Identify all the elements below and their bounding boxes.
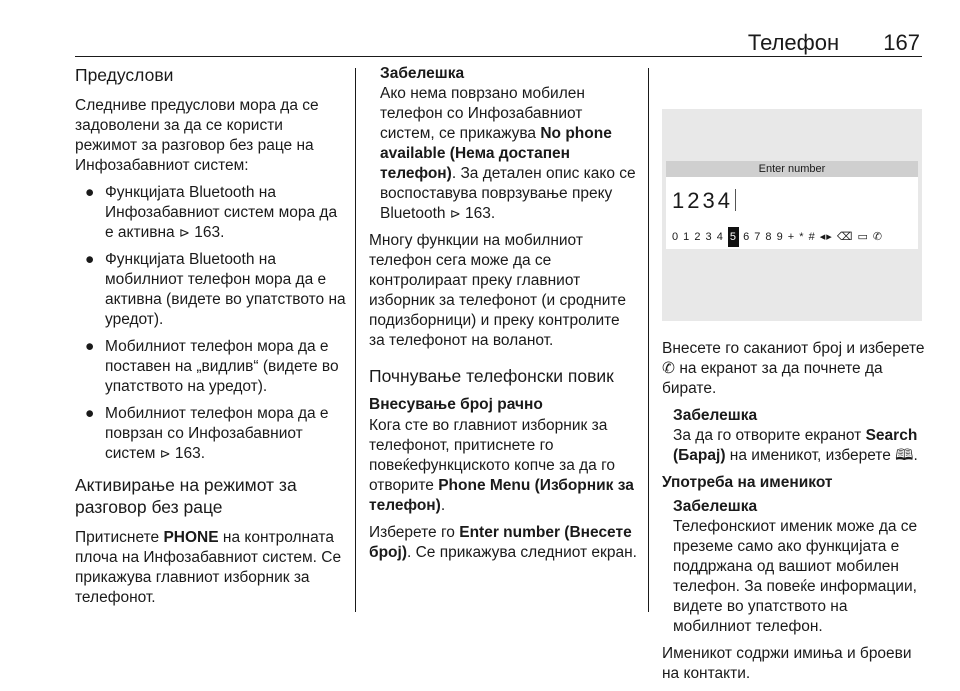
page-ref-icon: ⊳ (179, 225, 190, 240)
list-item: ● Мобилниот телефон мора да е поврзан со Инфозабавниот систем ⊳ 163. (85, 405, 329, 462)
heading-manual-entry: Внесување број рачно (369, 396, 543, 413)
phone-button-label: PHONE (163, 529, 219, 546)
text-caret (735, 189, 736, 211)
bullet-icon: ● (85, 184, 95, 201)
functions-text: Многу функции на мобилниот телефон сега може да се контролираат преку главниот изборник за телефонот (и сродните подизборници) и преку контролите за телефонот на воланот. (369, 232, 626, 349)
screen-title: Enter number (666, 161, 918, 177)
note-heading: Забелешка (673, 407, 758, 424)
header-divider (75, 56, 922, 57)
enter-dial-text: Внесете го саканиот број и изберете ✆ на екранот за да почнете да бирате. (662, 340, 925, 397)
note-phonebook: Забелешка Телефонскиот именик може да се преземе само ако функцијата е поддржана од вашиот мобилен телефон. За повеќе информации, видете во упатството на мобилниот телефон. (662, 497, 930, 637)
page-ref-icon: ⊳ (449, 206, 461, 221)
heading-use-phonebook: Употреба на именикот (662, 474, 833, 491)
column-1 (75, 64, 347, 615)
selected-key: 5 (728, 227, 739, 247)
phonebook-contains-text: Именикот содржи имиња и броеви на контакти. (662, 645, 912, 682)
phone-menu-label: Phone Menu (Изборник за телефон) (369, 477, 634, 514)
enter-number-screenshot (662, 109, 922, 321)
entered-number: 1234 (672, 189, 736, 211)
keypad-row: 0 1 2 3 4 5 6 7 8 9 + * # ◂▸ ⌫ ▭ ✆ (672, 227, 883, 247)
note-heading: Забелешка (380, 65, 465, 82)
heading-preconditions: Предуслови (75, 65, 174, 85)
heading-activate-handsfree: Активирање на режимот за разговор без раце (75, 475, 297, 517)
no-phone-label: No phone available (Нема достапен телефон) (380, 125, 612, 182)
list-item: ● Функцијата Bluetooth на мобилниот телефон мора да е активна (видете во упатството на уредот). (85, 251, 346, 328)
column-2 (369, 64, 637, 570)
note-heading: Забелешка (673, 498, 758, 515)
preconditions-list (75, 183, 347, 464)
phone-call-icon: ✆ (662, 360, 675, 377)
page-ref[interactable]: 163. (465, 205, 496, 222)
column-3 (662, 64, 930, 691)
phonebook-icon: 🕮 (895, 447, 914, 464)
column-divider-1 (355, 68, 356, 612)
activate-text: Притиснете PHONE на контролната плоча на Инфозабавниот систем. Се прикажува главниот изборник за телефонот. (75, 529, 342, 606)
phone-menu-text: Кога сте во главниот изборник за телефонот, притиснете го повеќефункциското копче за да го отворите Phone Menu (Изборник за телефон). (369, 417, 634, 514)
page-number: 167 (883, 30, 920, 55)
enter-number-label: Enter number (Внесете број) (369, 524, 632, 561)
section-title: Телефон (747, 30, 840, 55)
heading-initiate-call: Почнување телефонски повик (369, 366, 614, 386)
bullet-icon: ● (85, 251, 95, 268)
search-label: Search (Барај) (673, 427, 918, 464)
bullet-icon: ● (85, 405, 95, 422)
list-item: ● Функцијата Bluetooth на Инфозабавниот систем мора да е активна ⊳ 163. (85, 184, 338, 241)
note-search: Забелешка За да го отворите екранот Search (Барај) на именикот, изберете 🕮. (662, 406, 930, 466)
preconditions-intro: Следниве предуслови мора да се задоволени за да се користи режимот за разговор без раце на Инфозабавниот систем: (75, 97, 319, 174)
page-ref[interactable]: 163. (194, 224, 225, 241)
bullet-icon: ● (85, 338, 95, 355)
page-ref-icon: ⊳ (159, 446, 171, 461)
note-no-phone: Забелешка Ако нема поврзано мобилен телефон со Инфозабавниот систем, се прикажува No phone available (Нема достапен телефон). За детален опис како се воспоставува поврзување преку Bluetooth ⊳ 163. (380, 65, 636, 222)
enter-number-text: Изберете го Enter number (Внесете број). Се прикажува следниот екран. (369, 524, 637, 561)
page-ref[interactable]: 163. (174, 445, 206, 462)
column-divider-2 (648, 68, 649, 612)
list-item: ● Мобилниот телефон мора да е поставен на „видлив“ (видете во упатството на уредот). (85, 338, 339, 395)
page-header (748, 30, 920, 56)
